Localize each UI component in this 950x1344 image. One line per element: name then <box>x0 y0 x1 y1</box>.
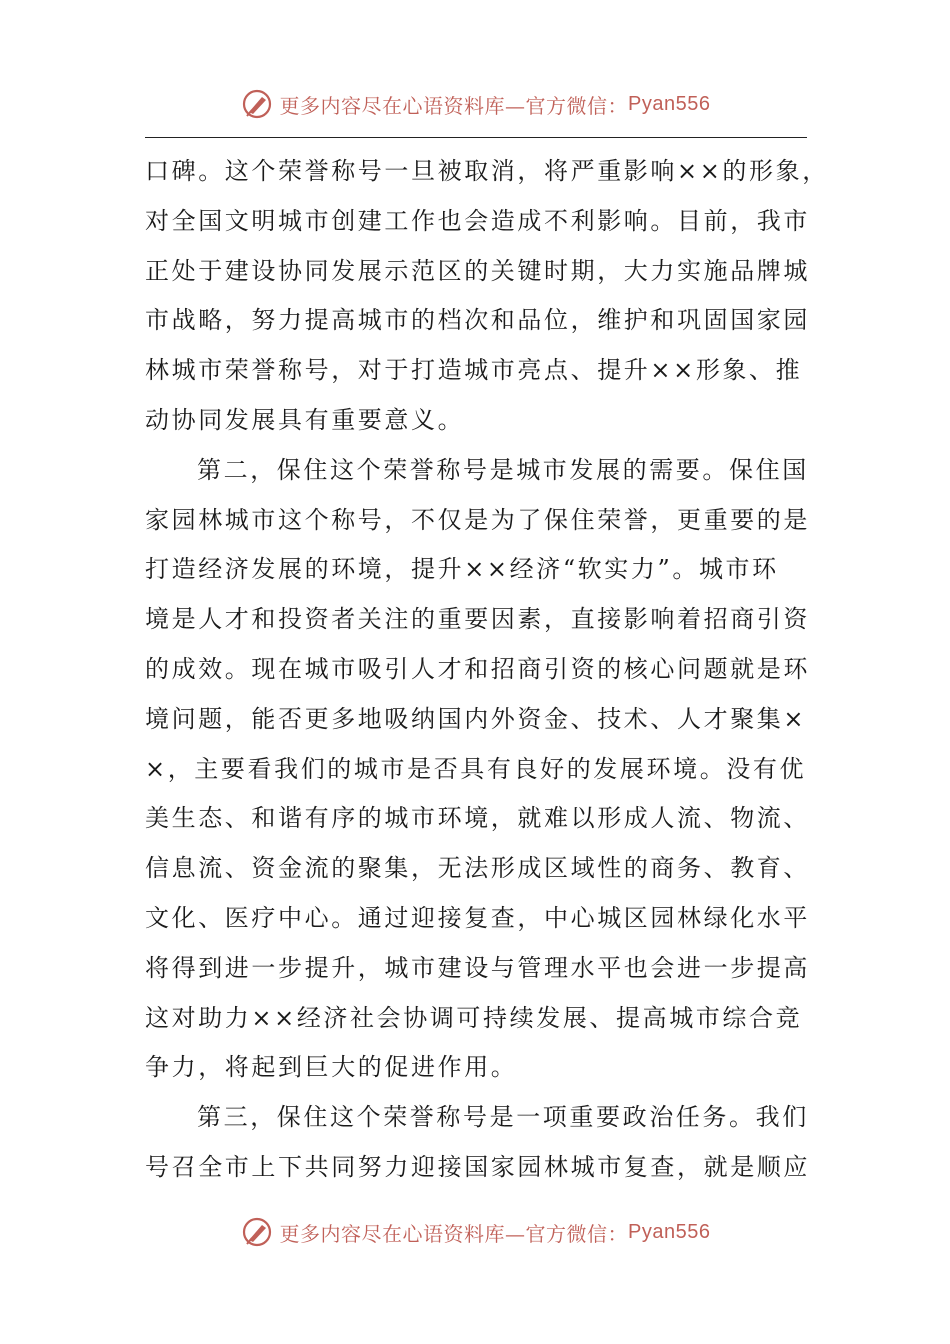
pen-logo-icon <box>240 1215 274 1249</box>
header-rule <box>145 137 807 138</box>
text-line: 林城市荣誉称号，对于打造城市亮点、提升××形象、推 <box>145 356 803 385</box>
watermark-text: 更多内容尽在心语资料库—官方微信： <box>279 1221 629 1246</box>
paragraph <box>145 446 810 1093</box>
text-line: 打造经济发展的环境，提升××经济“软实力”。城市环 <box>145 555 779 584</box>
watermark-text: 更多内容尽在心语资料库—官方微信： <box>279 93 629 118</box>
text-line: 第三，保住这个荣誉称号是一项重要政治任务。我们 <box>197 1103 809 1132</box>
text-line: 正处于建设协同发展示范区的关键时期，大力实施品牌城 <box>145 256 810 285</box>
text-line: 文化、医疗中心。通过迎接复查，中心城区园林绿化水平 <box>145 903 810 932</box>
text-line: 家园林城市这个称号，不仅是为了保住荣誉，更重要的是 <box>145 505 810 534</box>
watermark-header <box>0 82 950 126</box>
document-body <box>145 147 829 1193</box>
text-line: 口碑。这个荣誉称号一旦被取消，将严重影响××的形象， <box>145 157 829 185</box>
text-line: 号召全市上下共同努力迎接国家园林城市复查，就是顺应 <box>145 1152 810 1181</box>
text-line: 动协同发展具有重要意义。 <box>145 405 465 434</box>
text-line: 第二，保住这个荣誉称号是城市发展的需要。保住国 <box>197 455 809 484</box>
text-line: 将得到进一步提升，城市建设与管理水平也会进一步提高 <box>145 953 810 982</box>
text-line: 信息流、资金流的聚集，无法形成区域性的商务、教育、 <box>145 854 810 883</box>
text-line: 的成效。现在城市吸引人才和招商引资的核心问题就是环 <box>145 654 810 683</box>
paragraph <box>145 1093 810 1193</box>
text-line: 美生态、和谐有序的城市环境，就难以形成人流、物流、 <box>145 804 810 833</box>
text-line: 境问题，能否更多地吸纳国内外资金、技术、人才聚集× <box>145 704 807 733</box>
watermark-wechat-id: Pyan556 <box>628 92 711 115</box>
text-line: 对全国文明城市创建工作也会造成不利影响。目前，我市 <box>145 206 810 235</box>
text-line: ×，主要看我们的城市是否具有良好的发展环境。没有优 <box>145 754 807 783</box>
text-line: 争力，将起到巨大的促进作用。 <box>145 1053 518 1082</box>
pen-logo-icon <box>240 87 274 121</box>
watermark-footer <box>0 1210 950 1254</box>
text-line: 这对助力××经济社会协调可持续发展、提高城市综合竞 <box>145 1003 803 1032</box>
text-line: 境是人才和投资者关注的重要因素，直接影响着招商引资 <box>145 605 810 634</box>
paragraph <box>145 147 829 446</box>
watermark-wechat-id: Pyan556 <box>628 1220 711 1243</box>
text-line: 市战略，努力提高城市的档次和品位，维护和巩固国家园 <box>145 306 810 335</box>
